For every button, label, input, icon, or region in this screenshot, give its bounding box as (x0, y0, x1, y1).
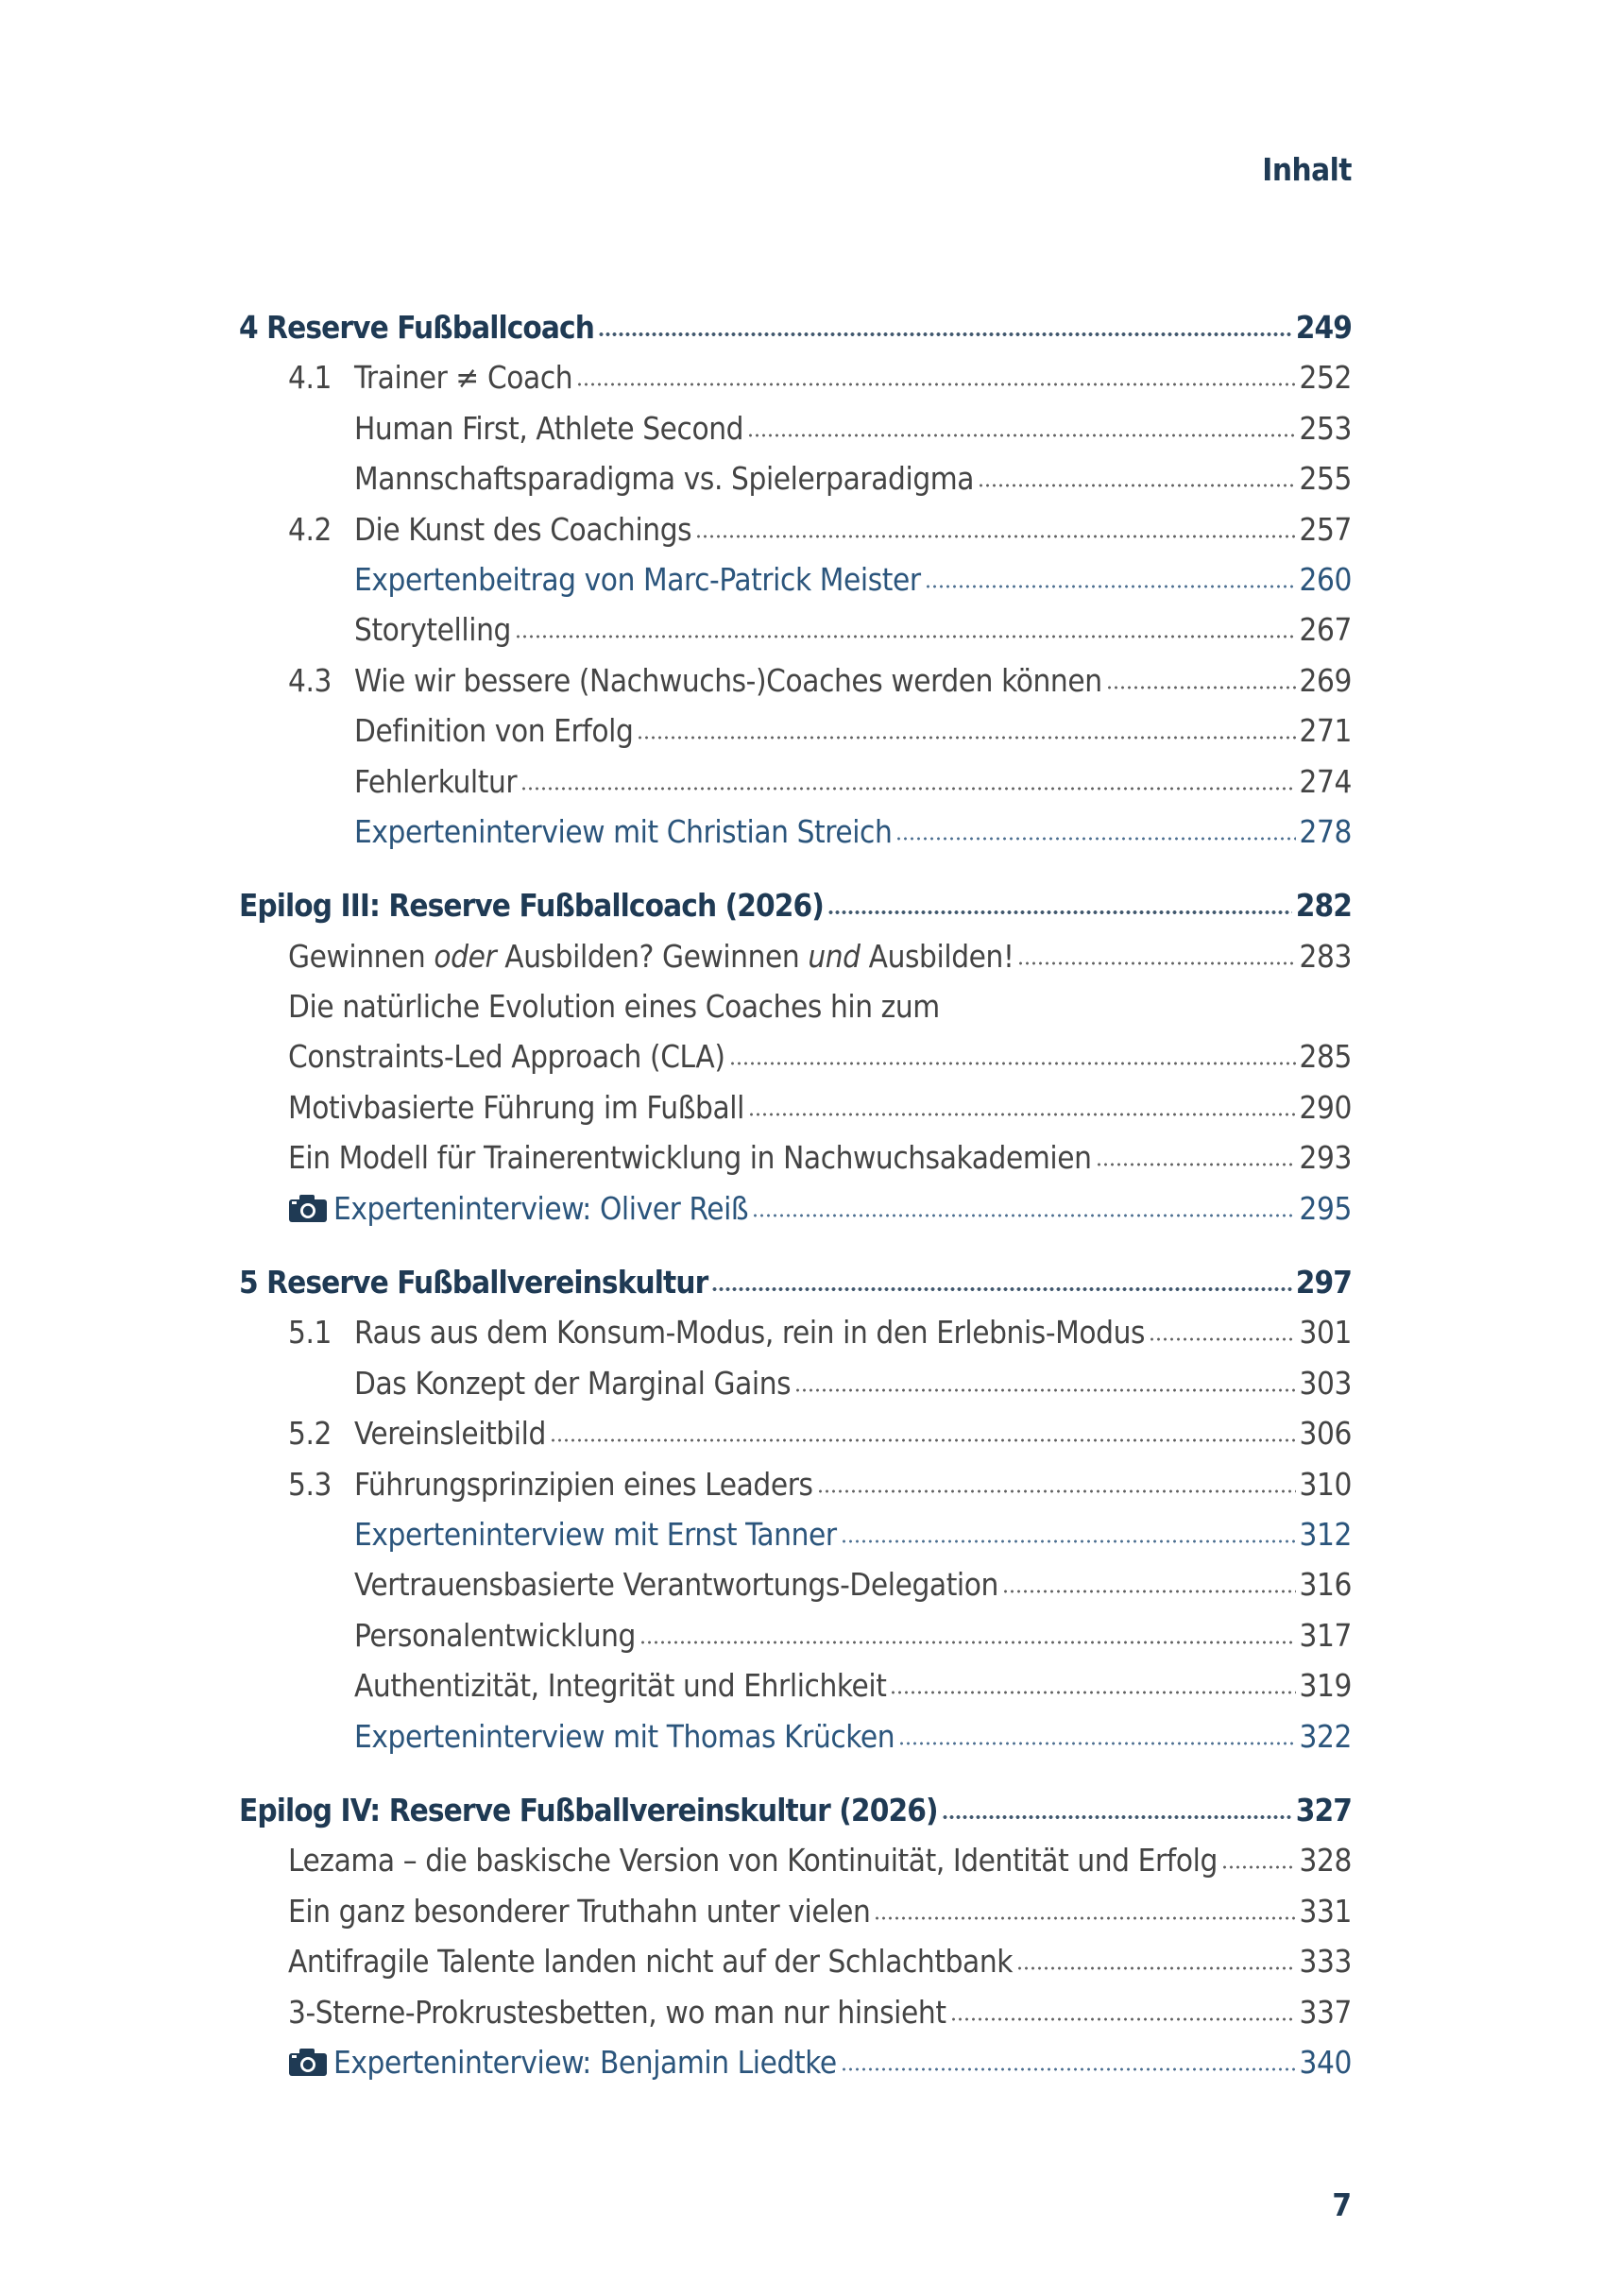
toc-page: 285 (1299, 1038, 1352, 1076)
toc-chapter-5[interactable] (239, 1257, 1352, 1307)
toc-title: 5 Reserve Fußballvereinskultur (239, 1264, 708, 1301)
toc-title: 4 Reserve Fußballcoach (239, 309, 594, 346)
toc-expert-contribution[interactable] (239, 554, 1352, 604)
toc-subsection[interactable] (239, 1835, 1352, 1885)
toc-page: 290 (1299, 1088, 1352, 1126)
dot-leader (874, 1916, 1295, 1920)
dot-leader (729, 1062, 1296, 1065)
toc-expert-interview[interactable] (239, 1183, 1352, 1233)
toc-title: Lezama – die baskische Version von Kontinuität, Identität und Erfolg (288, 1842, 1218, 1879)
toc-title: Experteninterview mit Ernst Tanner (354, 1515, 837, 1553)
toc-page: 340 (1299, 2043, 1352, 2081)
toc-page: 301 (1299, 1314, 1352, 1352)
toc-title: Experteninterview mit Thomas Krücken (354, 1717, 895, 1755)
toc-subsection[interactable] (239, 1031, 1352, 1081)
dot-leader (1096, 1163, 1296, 1166)
toc-title: Die Kunst des Coachings (354, 510, 692, 548)
dot-leader (1016, 1966, 1296, 1970)
toc-subsection[interactable] (239, 1358, 1352, 1408)
toc-title: Gewinnen oder Ausbilden? Gewinnen und Ausbilden! (288, 937, 1014, 975)
dot-leader (1002, 1590, 1296, 1593)
toc-expert-interview[interactable] (239, 1509, 1352, 1559)
dot-leader (925, 585, 1296, 588)
dot-leader (890, 1691, 1295, 1694)
toc-page: 319 (1299, 1667, 1352, 1705)
toc-page: 331 (1299, 1892, 1352, 1930)
dot-leader (598, 332, 1292, 336)
toc-title: Motivbasierte Führung im Fußball (288, 1088, 744, 1126)
table-of-contents (239, 302, 1352, 2087)
toc-subsection[interactable] (239, 403, 1352, 453)
toc-page: 322 (1299, 1717, 1352, 1755)
toc-title: Antifragile Talente landen nicht auf der Schlachtbank (288, 1943, 1014, 1981)
section-number: 5.2 (288, 1415, 332, 1453)
toc-title: Human First, Athlete Second (354, 409, 744, 447)
toc-expert-interview[interactable] (239, 807, 1352, 857)
toc-subsection[interactable] (239, 1559, 1352, 1609)
toc-page: 271 (1299, 712, 1352, 750)
toc-title: Epilog III: Reserve Fußballcoach (2026) (239, 887, 824, 925)
toc-title: Wie wir bessere (Nachwuchs-)Coaches werden können (354, 661, 1102, 699)
toc-title: Experteninterview: Oliver Reiß (333, 1189, 749, 1227)
toc-subsection[interactable] (239, 1936, 1352, 1986)
toc-title: Fehlerkultur (354, 762, 518, 800)
toc-page: 293 (1299, 1139, 1352, 1177)
toc-title: 3-Sterne-Prokrustesbetten, wo man nur hinsieht (288, 1993, 946, 2031)
toc-subsection[interactable] (239, 1660, 1352, 1710)
dot-leader (711, 1287, 1291, 1291)
toc-section-4-3[interactable] (239, 655, 1352, 706)
toc-page: 327 (1295, 1791, 1352, 1828)
toc-page: 317 (1299, 1616, 1352, 1654)
toc-title: Ein Modell für Trainerentwicklung in Nachwuchsakademien (288, 1139, 1092, 1177)
toc-epilog-3[interactable] (239, 880, 1352, 930)
toc-subsection[interactable] (239, 604, 1352, 655)
toc-title: Expertenbeitrag von Marc-Patrick Meister (354, 560, 921, 598)
toc-subsection[interactable] (239, 981, 1352, 1031)
dot-leader (898, 1742, 1295, 1745)
toc-title: Das Konzept der Marginal Gains (354, 1364, 792, 1402)
toc-page: 253 (1299, 409, 1352, 447)
toc-chapter-4[interactable] (239, 302, 1352, 352)
dot-leader (695, 535, 1295, 538)
toc-page: 278 (1299, 812, 1352, 850)
dot-leader (950, 2017, 1296, 2021)
toc-subsection[interactable] (239, 931, 1352, 981)
dot-leader (747, 434, 1295, 437)
toc-section-4-1[interactable] (239, 352, 1352, 402)
toc-title: Storytelling (354, 611, 511, 649)
toc-subsection[interactable] (239, 1082, 1352, 1132)
toc-title: Personalentwicklung (354, 1616, 637, 1654)
toc-title: Trainer ≠ Coach (354, 359, 573, 397)
section-number: 4.2 (288, 510, 332, 548)
section-number: 5.1 (288, 1314, 332, 1352)
toc-page: 283 (1299, 937, 1352, 975)
dot-leader (817, 1489, 1296, 1493)
dot-leader (794, 1388, 1295, 1392)
dot-leader (748, 1113, 1296, 1116)
toc-page: 249 (1295, 309, 1352, 346)
toc-title: Constraints-Led Approach (CLA) (288, 1038, 725, 1076)
dot-leader (841, 1539, 1296, 1543)
toc-expert-interview[interactable] (239, 2037, 1352, 2087)
toc-title: Vereinsleitbild (354, 1415, 546, 1453)
toc-section-5-1[interactable] (239, 1307, 1352, 1357)
toc-page: 312 (1299, 1515, 1352, 1553)
toc-page: 252 (1299, 359, 1352, 397)
running-head: Inhalt (1262, 151, 1352, 188)
toc-subsection[interactable] (239, 1610, 1352, 1660)
toc-page: 306 (1299, 1415, 1352, 1453)
toc-page: 267 (1299, 611, 1352, 649)
toc-subsection[interactable] (239, 706, 1352, 756)
dot-leader (576, 383, 1295, 386)
toc-title: Ein ganz besonderer Truthahn unter vielen (288, 1892, 871, 1930)
toc-section-4-2[interactable] (239, 504, 1352, 554)
toc-title: Authentizität, Integrität und Ehrlichkeit (354, 1667, 887, 1705)
dot-leader (1149, 1337, 1295, 1341)
page-number: 7 (1332, 2186, 1352, 2223)
toc-title: Definition von Erfolg (354, 712, 634, 750)
toc-page: 297 (1295, 1264, 1352, 1301)
toc-title: Vertrauensbasierte Verantwortungs-Delegation (354, 1566, 998, 1604)
toc-subsection[interactable] (239, 1987, 1352, 2037)
dot-leader (895, 837, 1295, 841)
toc-title: Experteninterview mit Christian Streich (354, 812, 893, 850)
toc-page: 295 (1299, 1189, 1352, 1227)
section-number: 4.1 (288, 359, 332, 397)
dot-leader (639, 1641, 1296, 1644)
toc-page: 310 (1299, 1465, 1352, 1503)
section-number: 5.3 (288, 1465, 332, 1503)
toc-page: 269 (1299, 661, 1352, 699)
toc-title: Epilog IV: Reserve Fußballvereinskultur (2026) (239, 1791, 938, 1828)
dot-leader (752, 1214, 1295, 1217)
toc-section-5-3[interactable] (239, 1459, 1352, 1509)
toc-subsection[interactable] (239, 453, 1352, 503)
toc-subsection[interactable] (239, 757, 1352, 807)
toc-title: Die natürliche Evolution eines Coaches hin zum (288, 988, 940, 1026)
dot-leader (1017, 961, 1295, 965)
toc-page: 328 (1299, 1842, 1352, 1879)
section-number: 4.3 (288, 661, 332, 699)
toc-page: 274 (1299, 762, 1352, 800)
camera-icon (288, 1187, 333, 1237)
toc-page: 282 (1295, 887, 1352, 925)
toc-page: 333 (1299, 1943, 1352, 1981)
toc-title: Experteninterview: Benjamin Liedtke (333, 2043, 837, 2081)
toc-page: 255 (1299, 460, 1352, 498)
dot-leader (841, 2067, 1296, 2071)
toc-page: 260 (1299, 560, 1352, 598)
dot-leader (827, 910, 1292, 914)
toc-title: Mannschaftsparadigma vs. Spielerparadigma (354, 460, 975, 498)
toc-epilog-4[interactable] (239, 1785, 1352, 1835)
toc-title: Führungsprinzipien eines Leaders (354, 1465, 813, 1503)
dot-leader (520, 787, 1295, 791)
toc-expert-interview[interactable] (239, 1711, 1352, 1761)
camera-icon (288, 2041, 333, 2091)
toc-subsection[interactable] (239, 1886, 1352, 1936)
toc-page: 257 (1299, 510, 1352, 548)
toc-title: Raus aus dem Konsum-Modus, rein in den Erlebnis-Modus (354, 1314, 1146, 1352)
dot-leader (1106, 686, 1296, 689)
dot-leader (942, 1815, 1292, 1819)
dot-leader (1221, 1865, 1296, 1869)
toc-section-5-2[interactable] (239, 1408, 1352, 1458)
toc-page: 303 (1299, 1364, 1352, 1402)
dot-leader (550, 1438, 1296, 1442)
toc-page: 316 (1299, 1566, 1352, 1604)
dot-leader (978, 484, 1295, 487)
dot-leader (637, 736, 1295, 740)
toc-subsection[interactable] (239, 1132, 1352, 1182)
dot-leader (515, 635, 1296, 638)
toc-page: 337 (1299, 1993, 1352, 2031)
